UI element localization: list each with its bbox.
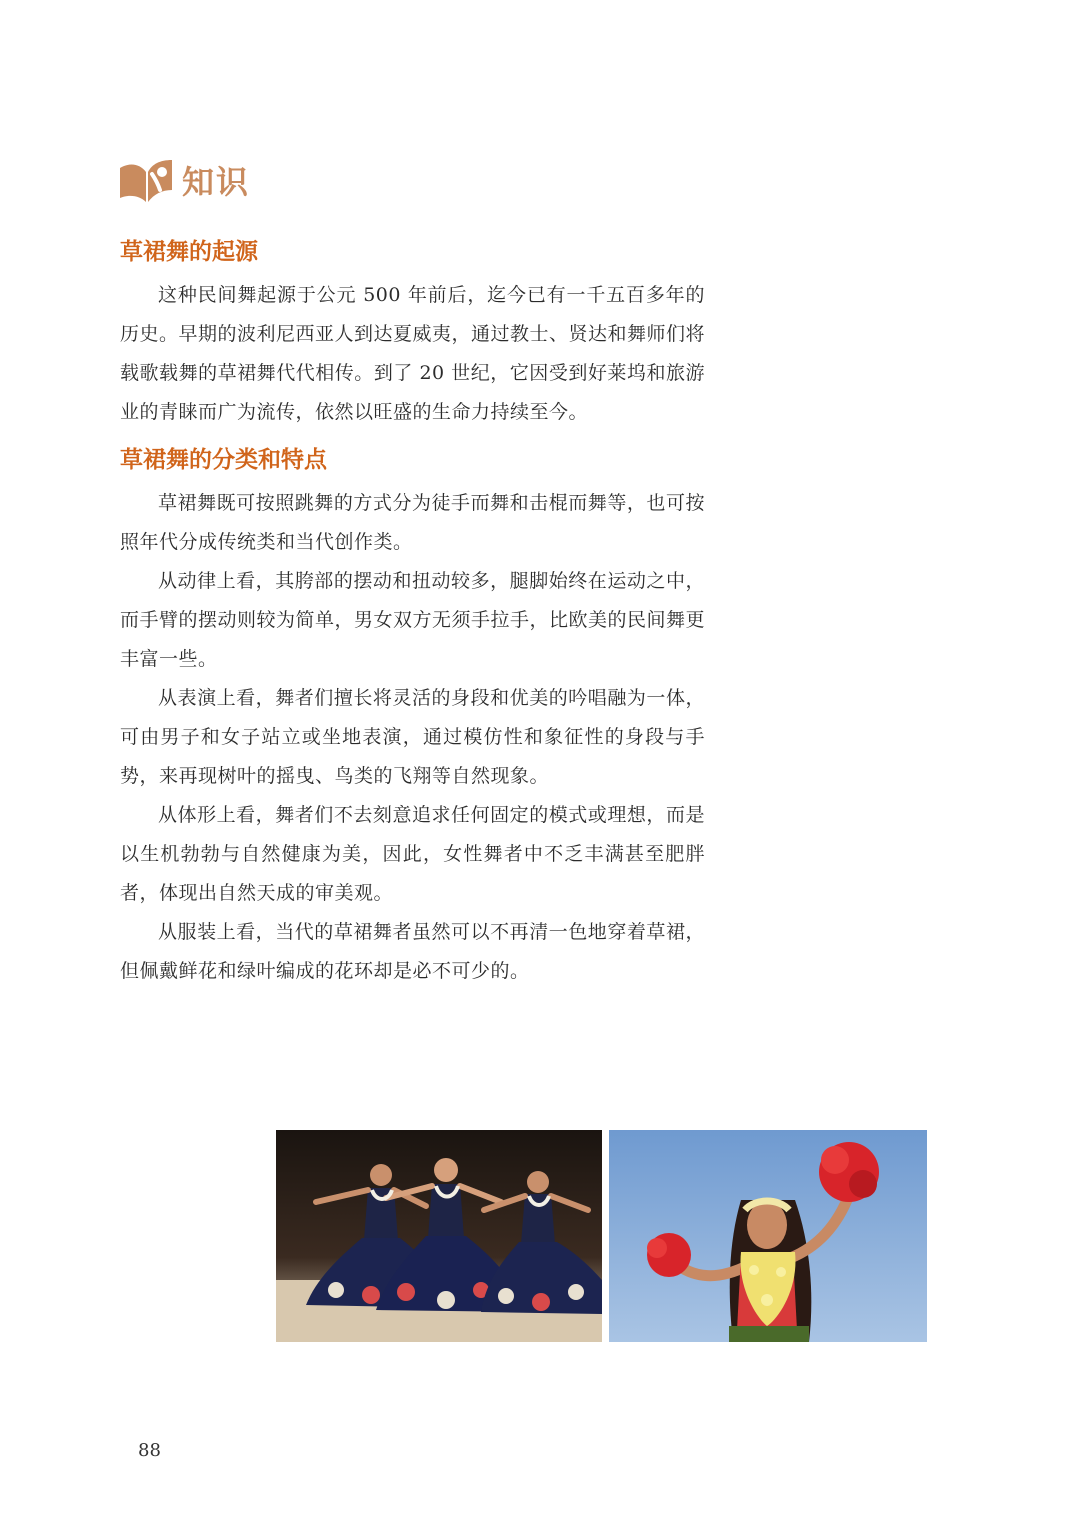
knowledge-header (118, 150, 250, 210)
article-content (120, 228, 705, 991)
open-book-logo-icon (118, 154, 174, 206)
section-heading-origin: 草裙舞的起源 (120, 239, 258, 265)
section-heading-types: 草裙舞的分类和特点 (120, 447, 327, 473)
hula-dancers-group-photo (276, 1130, 602, 1342)
hula-dancer-solo-photo (609, 1130, 927, 1342)
page-number: 88 (138, 1440, 161, 1461)
paragraph-classification: 草裙舞既可按照跳舞的方式分为徒手而舞和击棍而舞等，也可按照年代分成传统类和当代创作类。 (120, 492, 705, 553)
header-title: 知识 (182, 163, 251, 201)
paragraph-body-shape: 从体形上看，舞者们不去刻意追求任何固定的模式或理想，而是以生机勃勃与自然健康为美，因此，女性舞者中不乏丰满甚至肥胖者，体现出自然天成的审美观。 (120, 804, 705, 904)
paragraph-origin: 这种民间舞起源于公元 500 年前后，迄今已有一千五百多年的历史。早期的波利尼西亚人到达夏威夷，通过教士、贤达和舞师们将载歌载舞的草裙舞代代相传。到了 20 世纪，它因受到好莱坞和旅游业的青睐而广为流传，依然以旺盛的生命力持续至今。 (120, 284, 706, 423)
paragraph-movement: 从动律上看，其胯部的摆动和扭动较多，腿脚始终在运动之中，而手臂的摆动则较为简单，男女双方无须手拉手，比欧美的民间舞更丰富一些。 (120, 570, 706, 670)
paragraph-costume: 从服装上看，当代的草裙舞者虽然可以不再清一色地穿着草裙，但佩戴鲜花和绿叶编成的花环却是必不可少的。 (120, 921, 705, 982)
paragraph-performance: 从表演上看，舞者们擅长将灵活的身段和优美的吟唱融为一体，可由男子和女子站立或坐地表演，通过模仿性和象征性的身段与手势，来再现树叶的摇曳、鸟类的飞翔等自然现象。 (120, 687, 705, 787)
photo-row (276, 1130, 927, 1342)
